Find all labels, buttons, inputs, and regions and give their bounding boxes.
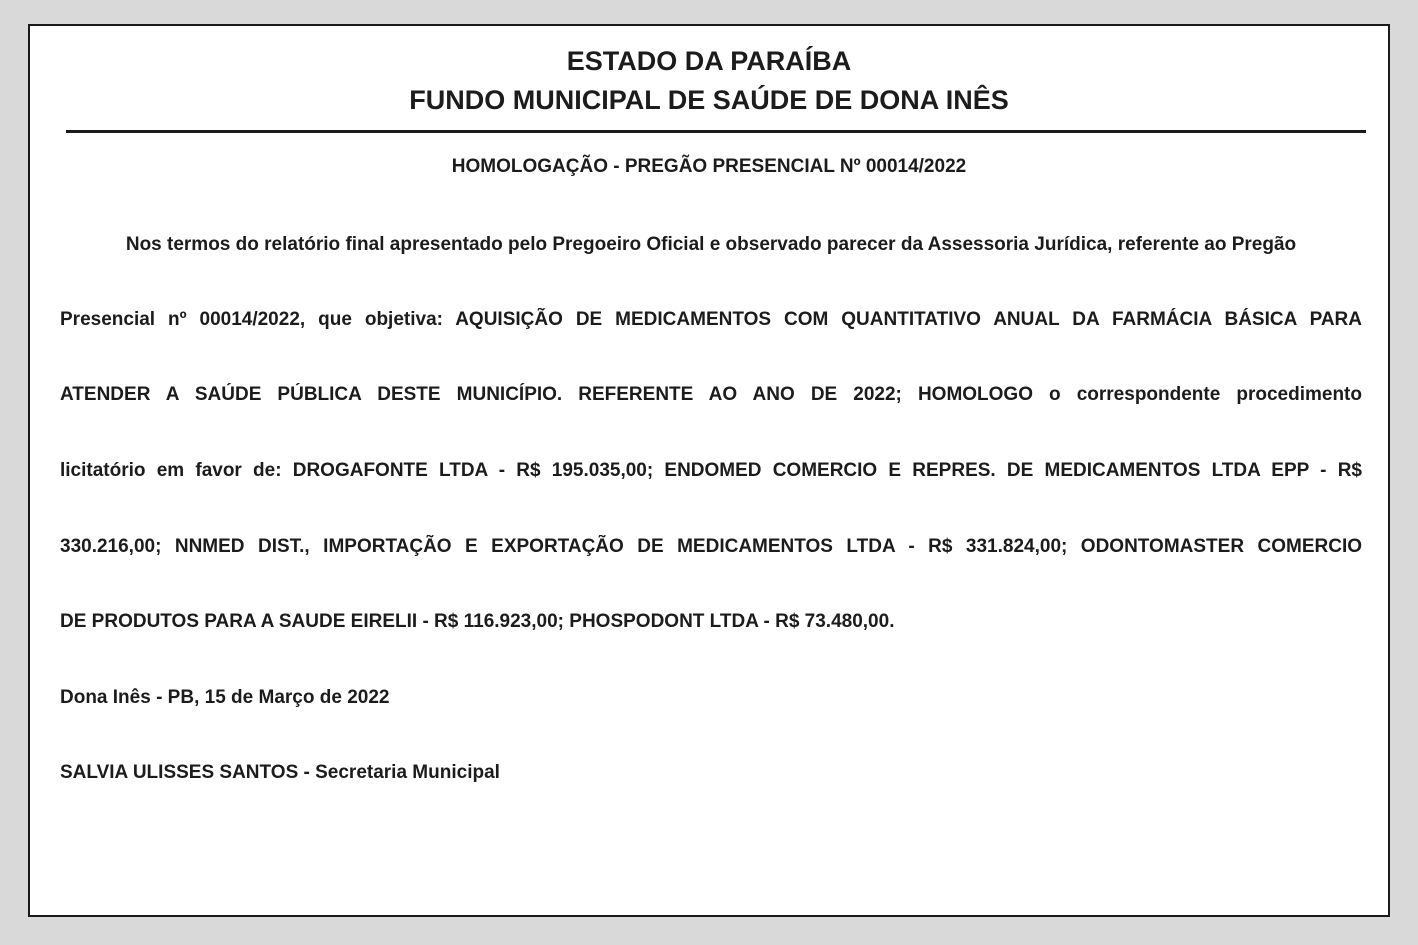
body-line-4: licitatório em favor de: DROGAFONTE LTDA - R$ 195.035,00; ENDOMED COMERCIO E REPRES. DE MEDICAMENTOS LTDA EPP - R$ bbox=[60, 460, 1362, 481]
header-divider bbox=[66, 130, 1366, 133]
body-line-5: 330.216,00; NNMED DIST., IMPORTAÇÃO E EXPORTAÇÃO DE MEDICAMENTOS LTDA - R$ 331.824,00; ODONTOMASTER COMERCIO bbox=[60, 536, 1362, 557]
body-line-2: Presencial nº 00014/2022, que objetiva: AQUISIÇÃO DE MEDICAMENTOS COM QUANTITATIVO ANUAL DA FARMÁCIA BÁSICA PARA bbox=[60, 309, 1362, 330]
body-line-6: DE PRODUTOS PARA A SAUDE EIRELII - R$ 116.923,00; PHOSPODONT LTDA - R$ 73.480,00. bbox=[60, 611, 895, 632]
body-line-1: Nos termos do relatório final apresentado pelo Pregoeiro Oficial e observado parecer da Assessoria Jurídica, referente ao Pregão bbox=[125, 234, 1297, 255]
notice-header bbox=[30, 42, 1388, 120]
place-date: Dona Inês - PB, 15 de Março de 2022 bbox=[60, 687, 390, 708]
state-title: ESTADO DA PARAÍBA bbox=[566, 46, 852, 76]
notice-frame bbox=[28, 24, 1390, 917]
signature: SALVIA ULISSES SANTOS - Secretaria Municipal bbox=[60, 762, 500, 783]
fund-title: FUNDO MUNICIPAL DE SAÚDE DE DONA INÊS bbox=[409, 85, 1009, 115]
body-line-3: ATENDER A SAÚDE PÚBLICA DESTE MUNICÍPIO. REFERENTE AO ANO DE 2022; HOMOLOGO o correspondente procedimento bbox=[60, 384, 1362, 405]
notice-subtitle: HOMOLOGAÇÃO - PREGÃO PRESENCIAL Nº 00014/2022 bbox=[451, 156, 967, 177]
